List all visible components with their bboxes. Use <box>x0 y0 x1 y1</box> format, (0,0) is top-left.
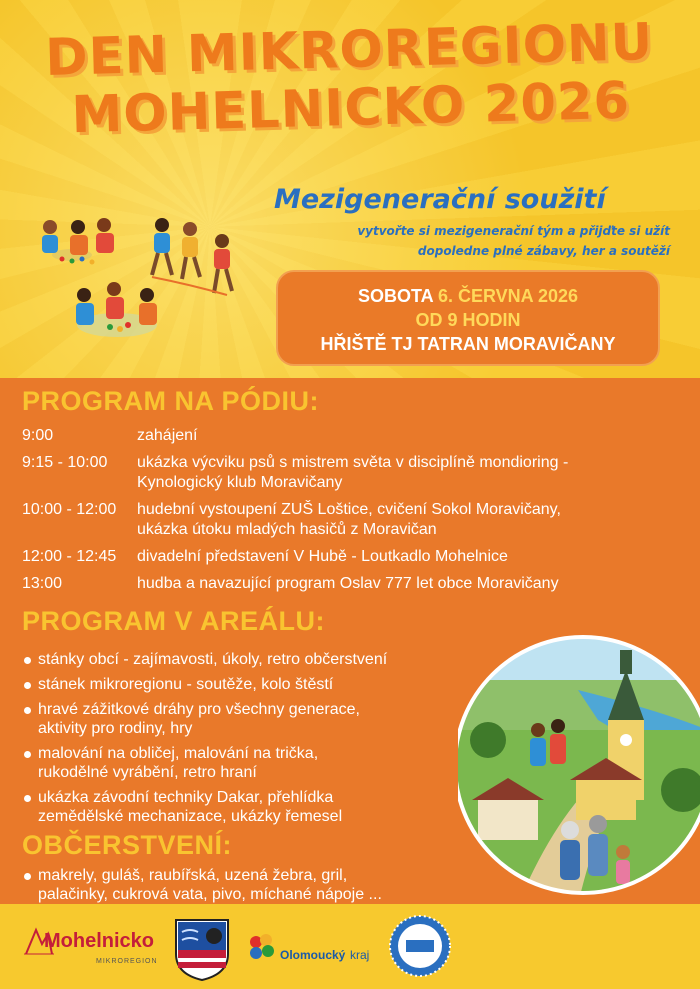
event-place: HŘIŠTĚ TJ TATRAN MORAVIČANY <box>320 334 616 354</box>
event-day: SOBOTA <box>357 286 433 306</box>
event-date-line <box>278 284 658 308</box>
list-item: hravé zážitkové dráhy pro všechny generace, aktivity pro rodiny, hry <box>22 700 482 738</box>
event-info-box <box>276 270 660 366</box>
event-time: OD 9 HODIN <box>415 310 521 330</box>
event-date: 6. ČERVNA 2026 <box>437 286 579 306</box>
schedule-description: ukázka výcviku psů s mistrem světa v disciplíně mondioring - Kynologický klub Moravičany <box>137 454 569 491</box>
area-program-heading: PROGRAM V AREÁLU: <box>22 606 325 636</box>
title-line-2: MOHELNICKO 2026 <box>70 71 631 146</box>
schedule-description: hudební vystoupení ZUŠ Loštice, cvičení Sokol Moravičany, ukázka útoku mladých hasičů z Moravičan <box>137 501 561 538</box>
children-playing-illustration <box>22 215 247 345</box>
tagline-line-1: vytvořte si mezigenerační tým a přijďte si užít <box>357 224 670 238</box>
title-line-1: DEN MIKROREGIONU <box>44 13 654 88</box>
schedule-time: 13:00 <box>22 575 63 592</box>
poster-title <box>0 13 700 147</box>
village-family-illustration <box>458 630 700 904</box>
area-program-list <box>22 650 482 832</box>
poster-subtitle: Mezigenerační soužití <box>274 184 606 215</box>
schedule-row <box>22 574 682 594</box>
refreshments-heading: OBČERSTVENÍ: <box>22 830 233 860</box>
schedule-row <box>22 453 682 493</box>
coat-of-arms-icon <box>172 916 232 982</box>
mohelnicko-logo: Mohelnicko MIKROREGION <box>24 920 164 980</box>
stage-program-heading: PROGRAM NA PÓDIU: <box>22 386 319 416</box>
schedule-row <box>22 547 682 567</box>
schedule-row <box>22 500 682 540</box>
olomoucky-kraj-logo: Olomoucký kraj <box>244 926 374 971</box>
schedule-description: hudba a navazující program Oslav 777 let obce Moravičany <box>137 575 559 592</box>
schedule-description: divadelní představení V Hubě - Loutkadlo Mohelnice <box>137 548 508 565</box>
list-item: stánky obcí - zajímavosti, úkoly, retro občerstvení <box>22 650 482 669</box>
header-section <box>0 0 700 378</box>
schedule-description: zahájení <box>137 427 198 444</box>
schedule-time: 9:00 <box>22 427 54 444</box>
schedule-time: 10:00 - 12:00 <box>22 501 117 518</box>
round-seal-logo-icon <box>388 914 452 978</box>
schedule-time: 9:15 - 10:00 <box>22 454 108 471</box>
schedule-row <box>22 426 682 446</box>
list-item: ukázka závodní techniky Dakar, přehlídka zemědělské mechanizace, ukázky řemesel <box>22 788 482 826</box>
poster-tagline <box>290 221 670 261</box>
olomoucky-flower-icon <box>244 930 278 964</box>
list-item: malování na obličej, malování na trička, rukodělné vyrábění, retro hraní <box>22 744 482 782</box>
schedule-time: 12:00 - 12:45 <box>22 548 117 565</box>
stage-schedule <box>22 426 682 601</box>
list-item: makrely, guláš, raubířská, uzená žebra, gril, palačinky, cukrová vata, pivo, míchané nápoje ... <box>22 866 482 904</box>
tagline-line-2: dopoledne plné zábavy, her a soutěží <box>417 244 670 258</box>
list-item: stánek mikroregionu - soutěže, kolo štěstí <box>22 675 482 694</box>
